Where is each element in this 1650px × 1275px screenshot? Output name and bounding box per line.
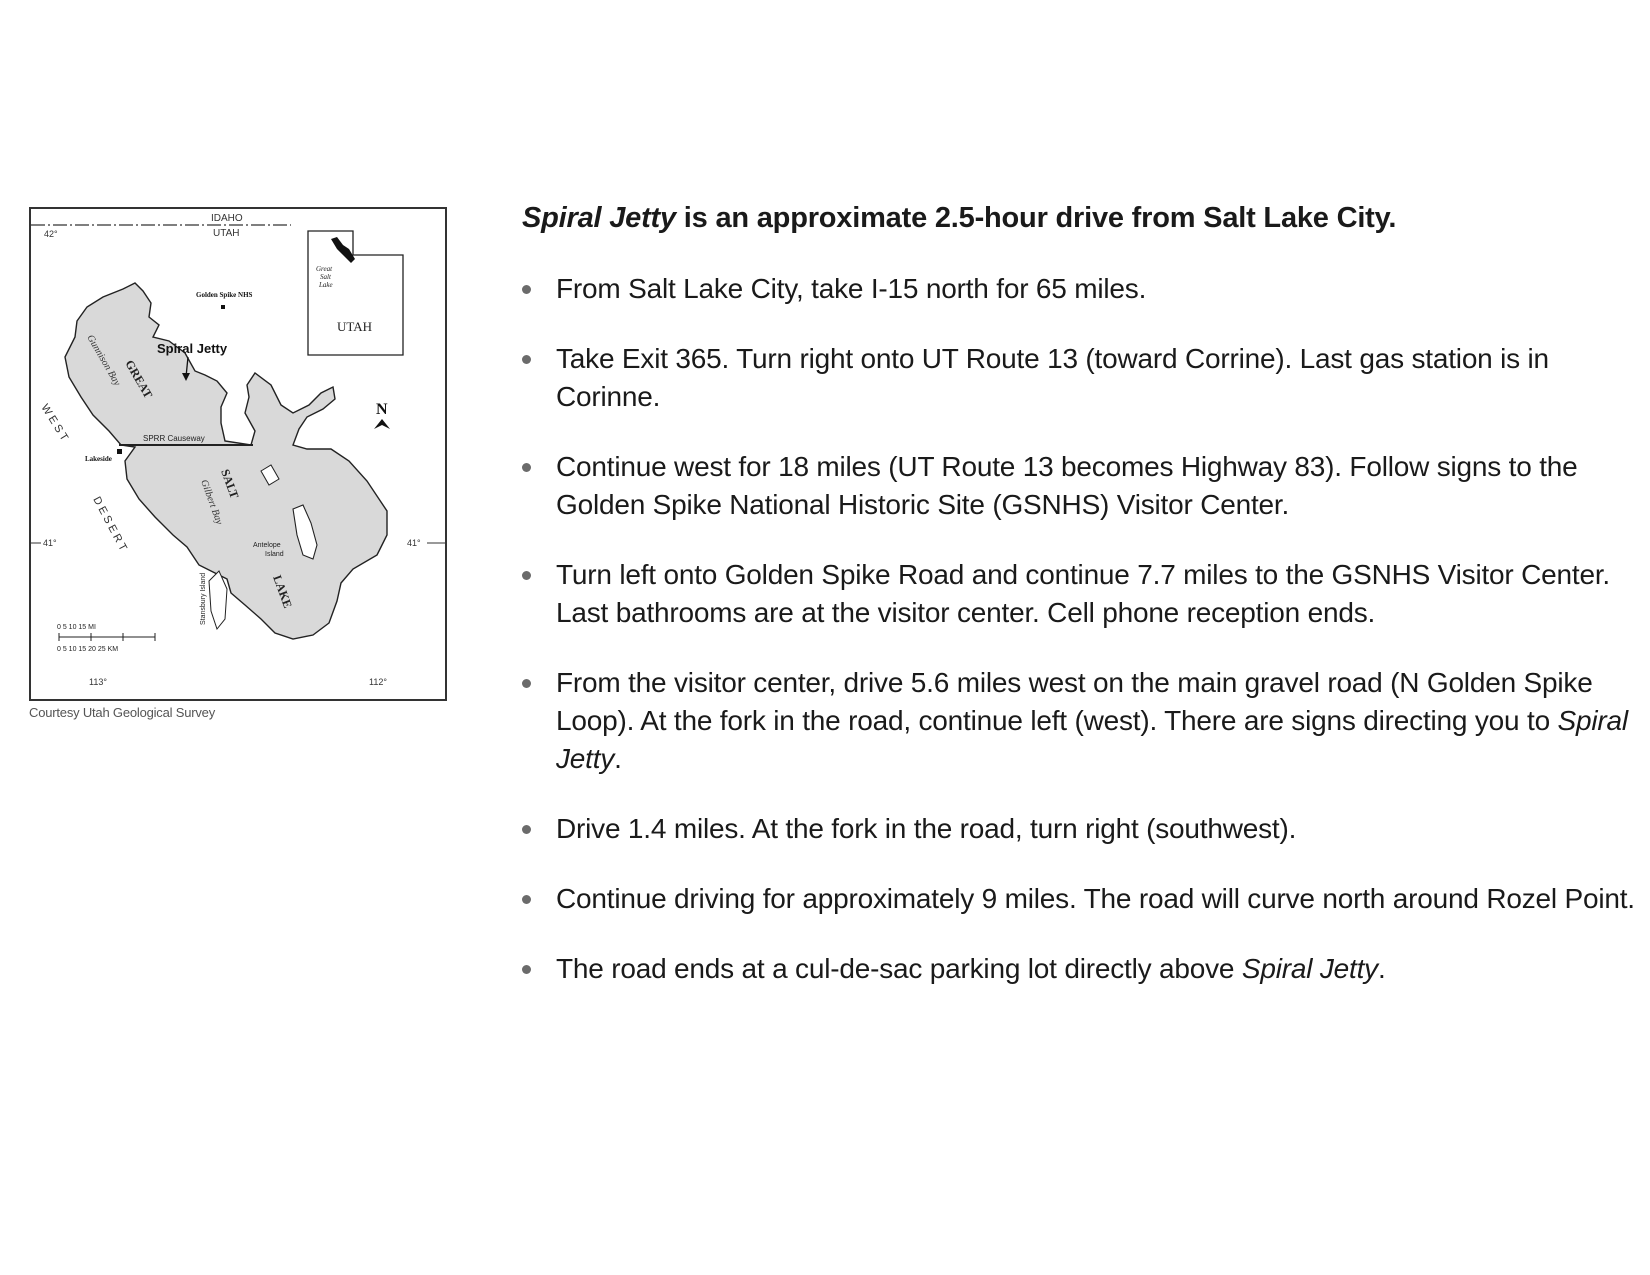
lakeside-marker (117, 449, 122, 454)
list-item (522, 950, 1642, 988)
lake-map-svg (31, 209, 445, 699)
directions-list (522, 270, 1642, 988)
label-gunnison-bay: Gunnison Bay (84, 333, 123, 388)
label-west: W E S T (38, 402, 71, 444)
map-figure (29, 207, 447, 720)
stansbury-island (209, 571, 227, 629)
step-1-text: From Salt Lake City, take I-15 north for 65 miles. (556, 273, 1147, 304)
list-item (522, 664, 1642, 778)
label-gilbert-bay: Gilbert Bay (198, 478, 225, 527)
list-item (522, 810, 1642, 848)
step-2-text: Take Exit 365. Turn right onto UT Route 13 (toward Corrine). Last gas station is in Corinne. (556, 343, 1549, 412)
golden-spike-marker (221, 305, 225, 309)
north-label: N (376, 401, 388, 418)
directions-section (522, 200, 1642, 1020)
headline (522, 200, 1642, 236)
step-7-text: Continue driving for approximately 9 miles. The road will curve north around Rozel Point. (556, 883, 1635, 914)
step-5-emphasis: Spiral Jetty (556, 705, 1628, 774)
label-utah-border: UTAH (213, 228, 240, 239)
label-lat-41-left: 41° (43, 538, 57, 548)
step-8-tail: . (1377, 953, 1386, 984)
list-item (522, 270, 1642, 308)
label-lakeside: Lakeside (85, 455, 112, 463)
step-5-text: From the visitor center, drive 5.6 miles west on the main gravel road (N Golden Spike Loop). At the fork in the road, continue left (west). There are signs directing you to (556, 667, 1593, 736)
label-idaho: IDAHO (211, 213, 243, 224)
label-lon-113: 113° (89, 677, 107, 687)
label-lake: LAKE (270, 573, 295, 610)
inset-great: Great (316, 265, 333, 273)
inset-utah-label: UTAH (337, 319, 373, 334)
lake-map (29, 207, 447, 701)
label-stansbury: Stansbury Island (200, 572, 207, 625)
list-item (522, 556, 1642, 632)
step-3-text: Continue west for 18 miles (UT Route 13 becomes Highway 83). Follow signs to the Golden Spike National Historic Site (GSNHS) Visitor Center. (556, 451, 1578, 520)
north-arrow-icon (374, 419, 390, 429)
scale-mi-label: 0 5 10 15 MI (57, 624, 96, 631)
label-antelope-2: Island (265, 551, 284, 558)
step-6-text: Drive 1.4 miles. At the fork in the road, turn right (southwest). (556, 813, 1297, 844)
list-item (522, 448, 1642, 524)
headline-emphasis: Spiral Jetty (522, 202, 676, 234)
scale-km-label: 0 5 10 15 20 25 KM (57, 646, 119, 653)
label-golden-spike: Golden Spike NHS (196, 291, 253, 299)
headline-rest: is an approximate 2.5-hour drive from Salt Lake City. (675, 202, 1397, 234)
label-causeway: SPRR Causeway (143, 434, 205, 443)
inset-lake: Lake (319, 281, 333, 289)
utah-inset-outline (308, 231, 403, 355)
label-salt: SALT (218, 467, 242, 501)
label-desert: D E S E R T (90, 494, 129, 554)
step-8-emphasis: Spiral Jetty (1241, 953, 1378, 984)
step-4-text: Turn left onto Golden Spike Road and continue 7.7 miles to the GSNHS Visitor Center. Last bathrooms are at the visitor center. Cell phone reception ends. (556, 559, 1611, 628)
step-8-text: The road ends at a cul-de-sac parking lot directly above (556, 953, 1242, 984)
label-lat-42: 42° (44, 229, 58, 239)
list-item (522, 880, 1642, 918)
label-great: GREAT (122, 357, 156, 401)
label-spiral-jetty: Spiral Jetty (157, 341, 228, 356)
step-5-tail: . (614, 743, 622, 774)
map-caption: Courtesy Utah Geological Survey (29, 705, 216, 720)
list-item (522, 340, 1642, 416)
label-lon-112: 112° (369, 677, 387, 687)
inset-salt: Salt (320, 273, 331, 281)
label-lat-41-right: 41° (407, 538, 421, 548)
label-antelope-1: Antelope (253, 542, 281, 549)
